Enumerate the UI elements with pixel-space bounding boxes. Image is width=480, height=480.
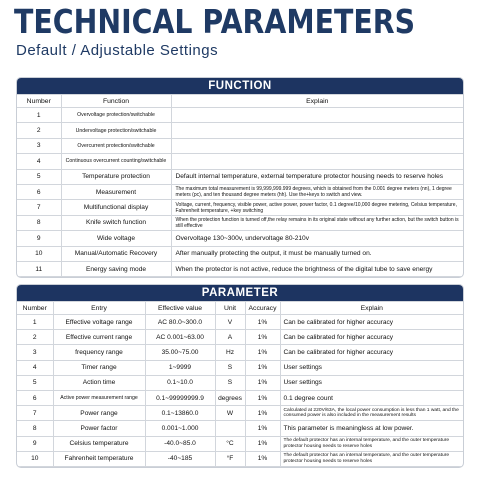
row-value: 0.1~10.0: [145, 375, 215, 390]
row-entry: frequency range: [53, 345, 145, 360]
row-entry: Power factor: [53, 421, 145, 436]
row-accuracy: 1%: [245, 315, 280, 330]
column-header-unit: Unit: [215, 302, 245, 315]
table-row: [17, 200, 463, 215]
row-value: AC 0.001~63.00: [145, 330, 215, 345]
row-number: 8: [17, 215, 61, 230]
page-subtitle: Default / Adjustable Settings: [16, 42, 219, 59]
row-accuracy: 1%: [245, 406, 280, 421]
table-row: [17, 184, 463, 199]
row-value: 1~9999: [145, 360, 215, 375]
row-accuracy: 1%: [245, 360, 280, 375]
table-row: [17, 451, 463, 466]
row-number: 6: [17, 390, 53, 405]
row-entry: Effective current range: [53, 330, 145, 345]
table-row: [17, 169, 463, 184]
parameter-heading: PARAMETER: [17, 285, 463, 301]
row-number: 4: [17, 154, 61, 169]
row-entry: Action time: [53, 375, 145, 390]
column-header-number: Number: [17, 302, 53, 315]
table-row: [17, 315, 463, 330]
row-accuracy: 1%: [245, 330, 280, 345]
function-section: [16, 77, 464, 278]
row-explain: Voltage, current, frequency, visible power, active power, power factor, 0.1 degree/10,000 degree metering, Celsius temperature, Fahrenheit temperature, +key switching: [171, 200, 463, 215]
row-accuracy: 1%: [245, 375, 280, 390]
parameter-table: [17, 301, 463, 467]
row-number: 1: [17, 108, 61, 123]
row-explain: Overvoltage 130~300v, undervoltage 80-210v: [171, 231, 463, 246]
row-unit: °C: [215, 436, 245, 451]
row-explain: Can be calibrated for higher accuracy: [280, 345, 463, 360]
row-function: Temperature protection: [61, 169, 171, 184]
row-number: 8: [17, 421, 53, 436]
row-explain: After manually protecting the output, it must be manually turned on.: [171, 246, 463, 261]
row-value: 35.00~75.00: [145, 345, 215, 360]
row-number: 4: [17, 360, 53, 375]
column-header-effective-value: Effective value: [145, 302, 215, 315]
row-value: 0.1~13860.0: [145, 406, 215, 421]
row-explain: This parameter is meaningless at low power.: [280, 421, 463, 436]
table-row: [17, 345, 463, 360]
row-unit: degrees: [215, 390, 245, 405]
table-row: [17, 108, 463, 123]
row-number: 7: [17, 406, 53, 421]
row-accuracy: 1%: [245, 345, 280, 360]
column-header-explain: Explain: [171, 95, 463, 108]
table-row: [17, 215, 463, 230]
row-function: Multifunctional display: [61, 200, 171, 215]
table-row: [17, 123, 463, 138]
row-number: 3: [17, 345, 53, 360]
function-heading: FUNCTION: [17, 78, 463, 94]
row-explain: [171, 154, 463, 169]
row-function: Manual/Automatic Recovery: [61, 246, 171, 261]
table-row: [17, 421, 463, 436]
row-explain: [171, 123, 463, 138]
row-function: Continuous overcurrent counting/switchable: [61, 154, 171, 169]
row-entry: Fahrenheit temperature: [53, 451, 145, 466]
row-entry: Power range: [53, 406, 145, 421]
row-explain: 0.1 degree count: [280, 390, 463, 405]
row-value: 0.001~1.000: [145, 421, 215, 436]
row-unit: S: [215, 375, 245, 390]
row-number: 7: [17, 200, 61, 215]
row-number: 5: [17, 375, 53, 390]
row-number: 1: [17, 315, 53, 330]
page-title: TECHNICAL PARAMETERS: [14, 2, 416, 41]
row-entry: Celsius temperature: [53, 436, 145, 451]
row-explain: Can be calibrated for higher accuracy: [280, 330, 463, 345]
row-value: AC 80.0~300.0: [145, 315, 215, 330]
row-explain: The default protector has an internal temperature, and the outer temperature protector housing needs to reserve holes: [280, 451, 463, 466]
row-explain: Default internal temperature, external temperature protector housing needs to reserve holes: [171, 169, 463, 184]
parameter-header-row: [17, 302, 463, 315]
row-accuracy: 1%: [245, 421, 280, 436]
row-function: Knife switch function: [61, 215, 171, 230]
row-explain: User settings: [280, 375, 463, 390]
column-header-accuracy: Accuracy: [245, 302, 280, 315]
row-value: 0.1~99999999.9: [145, 390, 215, 405]
row-explain: The maximum total measurement is 99,999,999.999 degrees, which is obtained from the 0.001 degree meters (nn), 1 degree meters (pc), and ten thousand degree meters (hh). Use the+keys to switch and view.: [171, 184, 463, 199]
row-number: 2: [17, 123, 61, 138]
column-header-entry: Entry: [53, 302, 145, 315]
row-unit: °F: [215, 451, 245, 466]
row-accuracy: 1%: [245, 451, 280, 466]
row-function: Undervoltage protection/switchable: [61, 123, 171, 138]
table-row: [17, 154, 463, 169]
row-function: Measurement: [61, 184, 171, 199]
table-row: [17, 231, 463, 246]
row-explain: [171, 138, 463, 153]
row-function: Overcurrent protection/switchable: [61, 138, 171, 153]
row-number: 10: [17, 246, 61, 261]
row-entry: Timer range: [53, 360, 145, 375]
row-number: 9: [17, 436, 53, 451]
table-row: [17, 330, 463, 345]
table-row: [17, 360, 463, 375]
table-row: [17, 261, 463, 276]
row-function: Wide voltage: [61, 231, 171, 246]
column-header-number: Number: [17, 95, 61, 108]
table-row: [17, 406, 463, 421]
row-number: 10: [17, 451, 53, 466]
row-entry: Active power measurement range: [53, 390, 145, 405]
function-header-row: [17, 95, 463, 108]
row-unit: [215, 421, 245, 436]
row-accuracy: 1%: [245, 390, 280, 405]
row-number: 3: [17, 138, 61, 153]
row-number: 5: [17, 169, 61, 184]
function-table: [17, 94, 463, 277]
row-accuracy: 1%: [245, 436, 280, 451]
row-function: Energy saving mode: [61, 261, 171, 276]
row-unit: V: [215, 315, 245, 330]
row-explain: When the protection function is turned off,the relay remains in its original state without any further action, but the switch button is still effective: [171, 215, 463, 230]
row-entry: Effective voltage range: [53, 315, 145, 330]
row-number: 2: [17, 330, 53, 345]
row-explain: Can be calibrated for higher accuracy: [280, 315, 463, 330]
table-row: [17, 138, 463, 153]
row-unit: W: [215, 406, 245, 421]
row-number: 9: [17, 231, 61, 246]
column-header-explain: Explain: [280, 302, 463, 315]
row-value: -40~185: [145, 451, 215, 466]
table-row: [17, 246, 463, 261]
column-header-function: Function: [61, 95, 171, 108]
row-number: 6: [17, 184, 61, 199]
row-number: 11: [17, 261, 61, 276]
row-unit: Hz: [215, 345, 245, 360]
row-explain: When the protector is not active, reduce the brightness of the digital tube to save energy: [171, 261, 463, 276]
table-row: [17, 375, 463, 390]
row-explain: User settings: [280, 360, 463, 375]
row-value: -40.0~85.0: [145, 436, 215, 451]
table-row: [17, 436, 463, 451]
row-explain: [171, 108, 463, 123]
row-unit: S: [215, 360, 245, 375]
row-function: Overvoltage protection/switchable: [61, 108, 171, 123]
table-row: [17, 390, 463, 405]
parameter-section: [16, 284, 464, 468]
row-explain: Calculated at 220V/63A, the local power consumption is less than 1 watt, and the consumed power is also included in the measurement results: [280, 406, 463, 421]
row-explain: The default protector has an internal temperature, and the outer temperature protector housing needs to reserve holes: [280, 436, 463, 451]
row-unit: A: [215, 330, 245, 345]
